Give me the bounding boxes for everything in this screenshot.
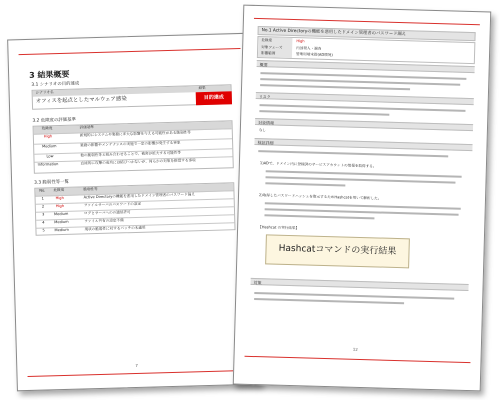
report-page-right <box>233 5 492 392</box>
section-label-text: 検証詳細 <box>257 140 274 146</box>
text-line <box>258 150 448 157</box>
vuln-number: 2 <box>41 204 45 209</box>
vuln-number: 5 <box>42 228 45 233</box>
section-label-text: 概要 <box>259 62 268 68</box>
risk-description: 直接的に攻撃の成功には結びつかないが、何らかの対策を推奨する事項 <box>80 158 196 166</box>
footer-rule <box>28 370 250 377</box>
header-cell: No. <box>39 188 46 193</box>
section-label-evidence <box>254 138 472 151</box>
text-line <box>260 84 410 90</box>
evidence-step: 1)ADで、ドメイン内に登録済のサービスアカウントの情報を取得する。 <box>259 161 377 169</box>
page-number: 12 <box>352 346 358 352</box>
vuln-number: 4 <box>42 220 45 225</box>
vulnerability-list-table <box>34 179 235 236</box>
vuln-level: Medium <box>54 219 69 225</box>
report-page-left <box>7 33 261 392</box>
risk-level: High <box>43 134 53 139</box>
vuln-level: High <box>55 203 65 209</box>
goal-table-header-result: 結果 <box>198 85 206 91</box>
vuln-level: Medium <box>54 227 69 233</box>
header-cell: 評価基準 <box>79 125 95 130</box>
header-cell: 危険度 <box>53 187 65 193</box>
risk-level: Low <box>46 154 54 159</box>
evidence-step: 2)取得したパスワードハッシュを復元するためHashcatを用いて解析した。 <box>258 193 382 201</box>
evidence-caption: 【Hashcat の実行結果】 <box>258 225 300 231</box>
text-line <box>259 110 389 116</box>
subsection-heading: 3.3 脆弱性等一覧 <box>34 179 69 186</box>
goal-result-badge: 目的達成 <box>196 91 232 105</box>
vulnerability-detail-sheet <box>248 26 475 372</box>
risk-level: Information <box>37 162 59 167</box>
detail-title: No.1 Active Directoryの機能を悪用したドメイン管理者のパスワード漏え <box>261 28 407 38</box>
header-cell: 危険度 <box>41 126 53 131</box>
section-label-risk <box>256 92 474 105</box>
info-label: 危険度 <box>261 37 273 42</box>
vuln-level: Medium <box>53 211 69 217</box>
hashcat-result-label: Hashcatコマンドの実行結果 <box>278 243 397 257</box>
header-rule <box>254 18 480 25</box>
hashcat-result-screenshot <box>265 234 410 268</box>
text-line <box>254 298 404 304</box>
goal-table-header-scenario: シナリオ名 <box>35 90 54 95</box>
info-value: 管理用端末群(AD環境) <box>295 52 333 58</box>
vuln-description: ファイルサーバのパスワードの設定 <box>83 201 142 208</box>
info-label: 対象フェーズ <box>261 44 283 50</box>
section-label-text: 対策 <box>253 280 262 286</box>
vuln-description: ファイル共有の設定不備 <box>84 218 124 224</box>
risk-description: 業務の影響やメンテナンスの実施で一定の影響が発生する事象 <box>80 140 181 148</box>
risk-level: Medium <box>42 144 57 149</box>
info-value-severity: High <box>296 38 305 43</box>
vuln-description: 現状の脆弱性に対するパッチの未適用 <box>84 225 146 232</box>
section-label-target <box>255 118 473 131</box>
vuln-number: 3 <box>41 212 45 217</box>
subsection-heading: 3.2 危険度の評価基準 <box>32 117 76 124</box>
goal-table <box>31 81 232 110</box>
text-line <box>265 182 345 186</box>
vuln-description: Active Directoryの機能を悪用したドメイン管理者のパスワード漏え <box>83 192 195 200</box>
detail-info-table <box>257 36 476 64</box>
header-rule <box>19 48 241 55</box>
vuln-level: High <box>55 195 64 201</box>
risk-description: 新規的にシステムや業務に多大な影響を与える可能性がある脆弱性等 <box>79 130 191 138</box>
target-value: なし <box>258 128 267 133</box>
section-title: 3 結果概要 <box>29 69 70 80</box>
subsection-heading: 3.1 シナリオの目的達成 <box>31 81 80 88</box>
section-label-text: 対象情報 <box>257 120 275 126</box>
risk-criteria-table <box>32 117 234 174</box>
header-cell: 脆弱性等 <box>83 187 98 192</box>
text-line <box>264 214 374 219</box>
vuln-description: ログとサーバへのの通信許可 <box>83 210 131 216</box>
vuln-number: 1 <box>41 196 44 201</box>
section-label-countermeasure <box>251 278 469 291</box>
info-value: 内部侵入・調査 <box>296 45 322 51</box>
risk-description: 他の脆弱性等と組み合わせることで、被害が拡大する可能性等 <box>80 150 181 158</box>
scenario-name: オフィスを起点としたマルウェア感染 <box>35 96 127 105</box>
page-number: 7 <box>135 362 138 369</box>
info-label: 影響範囲 <box>260 51 276 56</box>
section-label-text: リスク <box>258 94 271 100</box>
